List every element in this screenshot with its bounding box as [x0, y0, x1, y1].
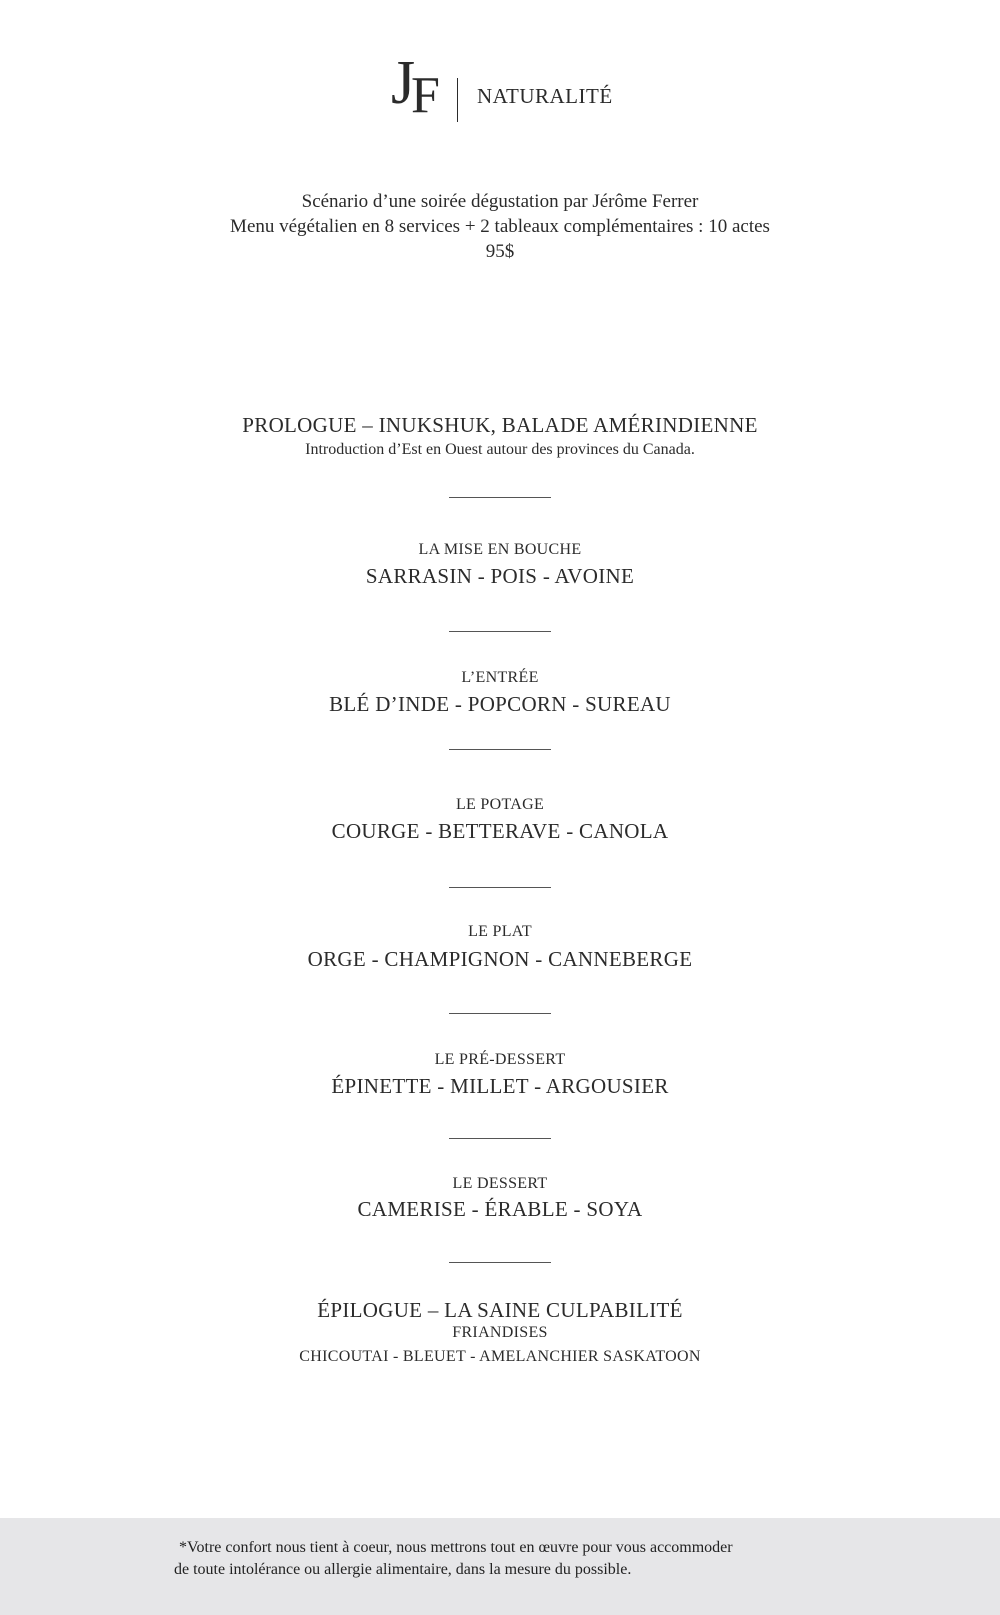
section-divider — [449, 497, 551, 498]
intro-scenario: Scénario d’une soirée dégustation par Jérôme Ferrer — [301, 191, 699, 212]
epilogue-title: ÉPILOGUE – LA SAINE CULPABILITÉ — [317, 1298, 683, 1322]
section-divider — [449, 631, 551, 632]
allergy-note-line-1: *Votre confort nous tient à coeur, nous mettrons tout en œuvre pour vous accommoder — [179, 1539, 733, 1556]
restaurant-logo — [385, 49, 645, 132]
logo-letter-j: J — [391, 49, 416, 117]
epilogue-items: CHICOUTAI - BLEUET - AMELANCHIER SASKATOON — [299, 1348, 701, 1365]
brand-name: NATURALITÉ — [477, 84, 613, 108]
section-divider — [449, 887, 551, 888]
section-divider — [449, 1013, 551, 1014]
section-divider — [449, 1262, 551, 1263]
course-items: COURGE - BETTERAVE - CANOLA — [331, 819, 669, 843]
course-label: L’ENTRÉE — [461, 669, 539, 686]
course-label: LE PLAT — [468, 923, 532, 940]
course-items: SARRASIN - POIS - AVOINE — [365, 564, 635, 588]
allergy-note — [174, 1537, 733, 1581]
section-divider — [449, 749, 551, 750]
prologue-title: PROLOGUE – INUKSHUK, BALADE AMÉRINDIENNE — [242, 413, 758, 437]
logo-letter-f: F — [411, 67, 440, 124]
intro-menu-description: Menu végétalien en 8 services + 2 tableaux complémentaires : 10 actes — [230, 216, 770, 237]
course-label: LE POTAGE — [455, 796, 545, 813]
course-items: ÉPINETTE - MILLET - ARGOUSIER — [331, 1074, 669, 1098]
epilogue-label: FRIANDISES — [452, 1324, 548, 1341]
course-label: LA MISE EN BOUCHE — [418, 541, 582, 558]
course-label: LE DESSERT — [452, 1175, 548, 1192]
logo-divider — [457, 78, 458, 122]
section-divider — [449, 1138, 551, 1139]
course-label: LE PRÉ-DESSERT — [434, 1051, 566, 1068]
course-items: CAMERISE - ÉRABLE - SOYA — [357, 1197, 643, 1221]
menu-price: 95$ — [485, 241, 515, 262]
course-items: ORGE - CHAMPIGNON - CANNEBERGE — [307, 947, 693, 971]
prologue-subtitle: Introduction d’Est en Ouest autour des provinces du Canada. — [305, 441, 695, 458]
allergy-note-line-2: de toute intolérance ou allergie alimentaire, dans la mesure du possible. — [174, 1561, 632, 1578]
course-items: BLÉ D’INDE - POPCORN - SUREAU — [329, 692, 671, 716]
